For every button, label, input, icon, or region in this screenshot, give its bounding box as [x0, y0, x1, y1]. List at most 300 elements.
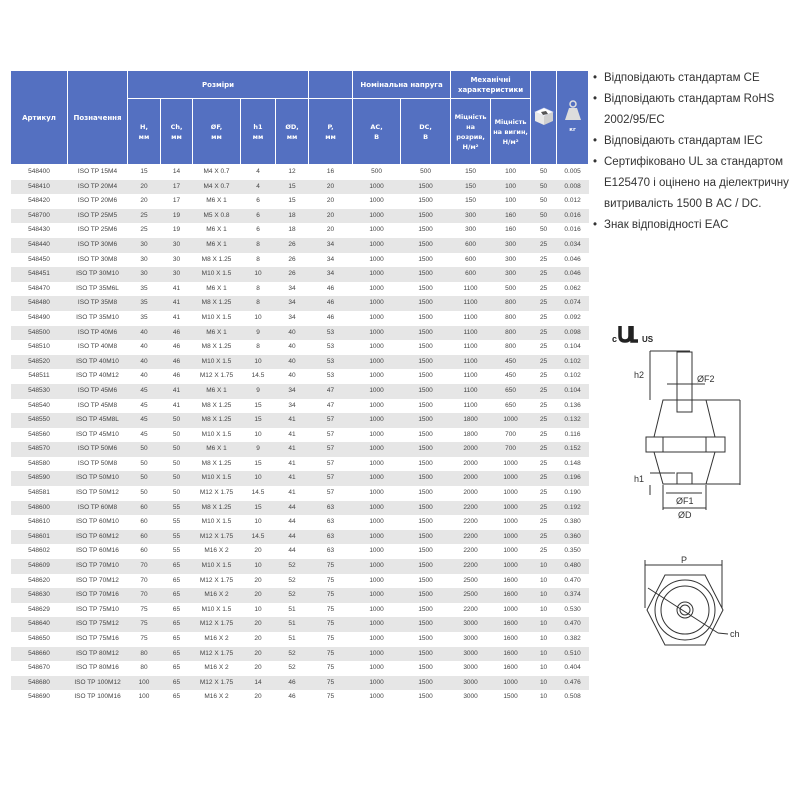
table-cell: 1500 [401, 399, 451, 414]
col-bending: Міцність на вигин, Н/м² [491, 99, 531, 165]
table-cell: 46 [276, 690, 309, 705]
table-cell: 51 [276, 603, 309, 618]
table-cell: 300 [491, 238, 531, 253]
weight-icon [564, 100, 582, 122]
table-cell: ISO TP 75M10 [68, 603, 128, 618]
table-cell: 44 [276, 544, 309, 559]
table-cell: 548590 [11, 471, 68, 486]
table-cell: 0.132 [557, 413, 589, 428]
table-cell: 75 [309, 690, 353, 705]
table-cell: 1000 [353, 311, 401, 326]
table-cell: 25 [531, 413, 557, 428]
table-cell: 548451 [11, 267, 68, 282]
table-cell: 25 [531, 399, 557, 414]
svg-text:h1: h1 [634, 474, 645, 484]
table-cell: 450 [491, 369, 531, 384]
table-cell: 1500 [401, 647, 451, 662]
table-cell: 51 [276, 617, 309, 632]
table-cell: ISO TP 50M6 [68, 442, 128, 457]
table-cell: 25 [531, 282, 557, 297]
table-cell: 52 [276, 647, 309, 662]
table-cell: 14 [161, 165, 193, 180]
table-cell: 0.104 [557, 340, 589, 355]
table-cell: 20 [241, 632, 276, 647]
table-row [11, 559, 589, 574]
table-cell: ISO TP 75M12 [68, 617, 128, 632]
table-cell: 55 [161, 530, 193, 545]
table-cell: 600 [451, 238, 491, 253]
table-cell: 1600 [491, 617, 531, 632]
table-cell: 34 [276, 384, 309, 399]
table-cell: 1500 [401, 574, 451, 589]
table-cell: M10 X 1.5 [193, 355, 241, 370]
svg-text:US: US [642, 335, 654, 344]
table-cell: 1000 [353, 661, 401, 676]
table-cell: 44 [276, 515, 309, 530]
table-cell: 548520 [11, 355, 68, 370]
table-cell: 15 [128, 165, 161, 180]
table-cell: 45 [128, 428, 161, 443]
table-cell: 46 [309, 311, 353, 326]
table-cell: 1500 [401, 253, 451, 268]
table-cell: M4 X 0.7 [193, 165, 241, 180]
table-cell: 44 [276, 530, 309, 545]
table-cell: 46 [161, 340, 193, 355]
table-cell: 548410 [11, 180, 68, 195]
table-row [11, 544, 589, 559]
table-cell: 548470 [11, 282, 68, 297]
table-cell: 20 [241, 661, 276, 676]
table-cell: ISO TP 45M8L [68, 413, 128, 428]
table-cell: ISO TP 20M4 [68, 180, 128, 195]
table-cell: ISO TP 35M8 [68, 296, 128, 311]
table-body [11, 165, 589, 705]
table-cell: 2200 [451, 559, 491, 574]
table-cell: M4 X 0.7 [193, 180, 241, 195]
table-cell: 65 [161, 574, 193, 589]
table-cell: M10 X 1.5 [193, 515, 241, 530]
col-f: ØF, мм [193, 99, 241, 165]
table-cell: M12 X 1.75 [193, 676, 241, 691]
table-cell: M8 X 1.25 [193, 253, 241, 268]
table-cell: 548450 [11, 253, 68, 268]
table-cell: 0.012 [557, 194, 589, 209]
table-cell: 53 [309, 340, 353, 355]
table-cell: 63 [309, 530, 353, 545]
table-cell: 75 [309, 559, 353, 574]
table-cell: 1500 [401, 515, 451, 530]
weight-unit: кг [569, 127, 576, 133]
table-cell: 30 [128, 253, 161, 268]
table-cell: ISO TP 30M6 [68, 238, 128, 253]
table-cell: 2000 [451, 457, 491, 472]
table-cell: 2200 [451, 603, 491, 618]
table-cell: ISO TP 100M16 [68, 690, 128, 705]
table-cell: ISO TP 30M10 [68, 267, 128, 282]
table-cell: 63 [309, 544, 353, 559]
table-cell: 500 [491, 282, 531, 297]
table-cell: 1600 [491, 661, 531, 676]
table-cell: M12 X 1.75 [193, 647, 241, 662]
table-cell: ISO TP 45M8 [68, 399, 128, 414]
table-cell: ISO TP 50M10 [68, 471, 128, 486]
table-cell: 46 [309, 296, 353, 311]
table-cell: 1000 [353, 267, 401, 282]
feature-item: • Сертифіковано UL за стандартом E125470 і оцінено на діелектричну витривалість 1500 В AC / DC. [592, 152, 797, 215]
table-cell: 75 [128, 632, 161, 647]
svg-text:ØF1: ØF1 [676, 496, 694, 506]
table-cell: 1000 [353, 296, 401, 311]
table-cell: 10 [531, 632, 557, 647]
table-cell: 548610 [11, 515, 68, 530]
table-cell: M8 X 1.25 [193, 413, 241, 428]
table-cell: 41 [276, 413, 309, 428]
table-cell: 1000 [491, 486, 531, 501]
table-cell: 548430 [11, 223, 68, 238]
table-cell: 65 [161, 676, 193, 691]
table-cell: 1800 [451, 428, 491, 443]
table-cell: 650 [491, 399, 531, 414]
table-cell: 25 [531, 355, 557, 370]
table-row [11, 603, 589, 618]
table-cell: 35 [128, 296, 161, 311]
table-cell: 25 [531, 253, 557, 268]
table-cell: 15 [276, 194, 309, 209]
table-cell: 52 [276, 661, 309, 676]
table-cell: 50 [161, 442, 193, 457]
table-cell: 20 [128, 180, 161, 195]
table-cell: M16 X 2 [193, 544, 241, 559]
table-cell: 1500 [401, 267, 451, 282]
col-h: H, мм [128, 99, 161, 165]
table-cell: 45 [128, 384, 161, 399]
table-cell: 41 [161, 399, 193, 414]
table-cell: 1000 [491, 515, 531, 530]
table-row [11, 501, 589, 516]
table-cell: 300 [451, 209, 491, 224]
table-cell: 0.016 [557, 223, 589, 238]
table-cell: 70 [128, 559, 161, 574]
table-cell: 0.092 [557, 311, 589, 326]
table-cell: 0.196 [557, 471, 589, 486]
table-cell: 600 [451, 267, 491, 282]
table-cell: 41 [276, 428, 309, 443]
table-row [11, 340, 589, 355]
table-cell: 40 [128, 340, 161, 355]
table-cell: 10 [531, 690, 557, 705]
table-cell: 75 [309, 661, 353, 676]
spec-table [10, 70, 589, 705]
table-cell: 25 [531, 267, 557, 282]
table-cell: 1500 [401, 544, 451, 559]
table-cell: ISO TP 40M10 [68, 355, 128, 370]
table-cell: M16 X 2 [193, 661, 241, 676]
table-cell: 300 [491, 253, 531, 268]
table-cell: 0.016 [557, 209, 589, 224]
group-dimensions: Розміри [128, 71, 309, 99]
group-voltage: Номінальна напруга [353, 71, 451, 99]
table-cell: 1800 [451, 413, 491, 428]
col-p: P, мм [309, 99, 353, 165]
table-cell: 18 [276, 223, 309, 238]
table-cell: 2200 [451, 515, 491, 530]
svg-text:ØD: ØD [678, 510, 692, 520]
table-cell: 14.5 [241, 369, 276, 384]
table-cell: 10 [531, 603, 557, 618]
table-cell: 548570 [11, 442, 68, 457]
table-cell: 1100 [451, 399, 491, 414]
table-cell: 548629 [11, 603, 68, 618]
table-cell: 1600 [491, 574, 531, 589]
table-cell: 75 [309, 617, 353, 632]
table-cell: ISO TP 60M16 [68, 544, 128, 559]
table-cell: 40 [128, 326, 161, 341]
table-cell: 1000 [491, 676, 531, 691]
table-cell: 1500 [401, 223, 451, 238]
table-cell: ISO TP 25M6 [68, 223, 128, 238]
table-cell: 57 [309, 486, 353, 501]
table-cell: 3000 [451, 690, 491, 705]
table-cell: 1500 [401, 442, 451, 457]
table-cell: 75 [309, 632, 353, 647]
col-package [531, 71, 557, 165]
table-cell: 600 [451, 253, 491, 268]
table-cell: M8 X 1.25 [193, 296, 241, 311]
table-cell: 1000 [353, 238, 401, 253]
table-cell: 1000 [491, 603, 531, 618]
table-cell: 0.104 [557, 384, 589, 399]
table-cell: 46 [276, 676, 309, 691]
table-row [11, 530, 589, 545]
table-cell: 14 [241, 676, 276, 691]
table-row [11, 369, 589, 384]
table-cell: 548540 [11, 399, 68, 414]
table-cell: 0.192 [557, 501, 589, 516]
table-cell: 1000 [353, 632, 401, 647]
table-cell: 548581 [11, 486, 68, 501]
table-cell: 0.005 [557, 165, 589, 180]
table-cell: 1000 [353, 180, 401, 195]
table-cell: 1100 [451, 326, 491, 341]
table-cell: 1000 [353, 588, 401, 603]
col-weight [557, 71, 589, 165]
table-cell: ISO TP 35M10 [68, 311, 128, 326]
svg-text:P: P [681, 555, 688, 565]
table-cell: 15 [241, 413, 276, 428]
table-cell: 1000 [353, 194, 401, 209]
table-row [11, 238, 589, 253]
table-cell: 1000 [353, 559, 401, 574]
table-cell: 548480 [11, 296, 68, 311]
table-cell: 47 [309, 399, 353, 414]
table-cell: 46 [161, 355, 193, 370]
table-cell: M8 X 1.25 [193, 457, 241, 472]
table-cell: M16 X 2 [193, 632, 241, 647]
table-cell: 57 [309, 413, 353, 428]
table-cell: 44 [276, 501, 309, 516]
table-cell: ISO TP 80M12 [68, 647, 128, 662]
table-cell: 1500 [401, 530, 451, 545]
table-cell: 52 [276, 588, 309, 603]
table-row [11, 690, 589, 705]
table-cell: 2000 [451, 442, 491, 457]
table-cell: 10 [241, 515, 276, 530]
table-cell: 1000 [353, 486, 401, 501]
table-cell: 6 [241, 223, 276, 238]
table-cell: M6 X 1 [193, 223, 241, 238]
table-cell: 8 [241, 340, 276, 355]
table-cell: 1500 [401, 676, 451, 691]
table-cell: M8 X 1.25 [193, 340, 241, 355]
table-cell: 15 [241, 399, 276, 414]
table-cell: 1500 [491, 690, 531, 705]
table-cell: 1500 [401, 471, 451, 486]
table-cell: 25 [531, 486, 557, 501]
table-cell: ISO TP 60M8 [68, 501, 128, 516]
table-cell: 0.008 [557, 180, 589, 195]
table-cell: 300 [451, 223, 491, 238]
table-cell: 40 [276, 326, 309, 341]
table-cell: ISO TP 60M12 [68, 530, 128, 545]
table-cell: 1000 [353, 399, 401, 414]
table-cell: 40 [128, 355, 161, 370]
table-cell: 1000 [353, 369, 401, 384]
table-cell: 50 [128, 471, 161, 486]
table-cell: 25 [531, 442, 557, 457]
feature-item: • Відповідають стандартам RoHS 2002/95/EC [592, 89, 797, 131]
table-cell: ISO TP 25M5 [68, 209, 128, 224]
table-cell: 30 [128, 238, 161, 253]
table-cell: 100 [491, 165, 531, 180]
table-cell: 1000 [353, 413, 401, 428]
table-cell: 57 [309, 457, 353, 472]
table-cell: 10 [241, 559, 276, 574]
table-cell: 1100 [451, 311, 491, 326]
table-cell: 50 [161, 413, 193, 428]
package-icon [533, 106, 555, 126]
table-cell: M6 X 1 [193, 238, 241, 253]
table-cell: 1500 [401, 194, 451, 209]
table-cell: 10 [531, 588, 557, 603]
table-cell: 53 [309, 369, 353, 384]
table-row [11, 486, 589, 501]
table-cell: 3000 [451, 647, 491, 662]
table-cell: 1500 [401, 690, 451, 705]
table-cell: 25 [128, 209, 161, 224]
table-cell: 1500 [401, 457, 451, 472]
table-cell: 45 [128, 413, 161, 428]
table-cell: 0.360 [557, 530, 589, 545]
table-row [11, 209, 589, 224]
table-cell: 800 [491, 326, 531, 341]
table-row [11, 267, 589, 282]
table-cell: 100 [128, 676, 161, 691]
table-cell: 1500 [401, 501, 451, 516]
table-cell: 700 [491, 428, 531, 443]
table-cell: 55 [161, 544, 193, 559]
table-cell: 1000 [353, 515, 401, 530]
table-cell: 19 [161, 209, 193, 224]
table-cell: 46 [309, 282, 353, 297]
table-cell: 0.190 [557, 486, 589, 501]
table-cell: ISO TP 60M10 [68, 515, 128, 530]
table-row [11, 384, 589, 399]
table-cell: 40 [276, 369, 309, 384]
table-cell: 3000 [451, 632, 491, 647]
table-cell: 3000 [451, 676, 491, 691]
table-cell: 2500 [451, 574, 491, 589]
table-cell: 0.136 [557, 399, 589, 414]
table-cell: 45 [128, 399, 161, 414]
table-cell: 30 [161, 238, 193, 253]
table-cell: 1100 [451, 369, 491, 384]
table-row [11, 676, 589, 691]
table-cell: 12 [276, 165, 309, 180]
table-cell: ISO TP 45M6 [68, 384, 128, 399]
table-cell: 53 [309, 326, 353, 341]
table-cell: 1500 [401, 384, 451, 399]
table-row [11, 399, 589, 414]
table-cell: 19 [161, 223, 193, 238]
table-cell: 548440 [11, 238, 68, 253]
table-cell: 70 [128, 588, 161, 603]
table-row [11, 442, 589, 457]
table-cell: ISO TP 20M6 [68, 194, 128, 209]
table-cell: 15 [241, 457, 276, 472]
table-cell: 0.350 [557, 544, 589, 559]
table-row [11, 355, 589, 370]
table-cell: 50 [128, 442, 161, 457]
table-cell: 1000 [491, 413, 531, 428]
table-cell: 0.148 [557, 457, 589, 472]
table-cell: 65 [161, 661, 193, 676]
table-row [11, 180, 589, 195]
table-cell: 41 [276, 471, 309, 486]
table-cell: 75 [128, 603, 161, 618]
table-cell: M10 X 1.5 [193, 311, 241, 326]
table-cell: 34 [276, 399, 309, 414]
table-cell: 0.380 [557, 515, 589, 530]
table-cell: 1500 [401, 617, 451, 632]
table-row [11, 471, 589, 486]
table-cell: 1000 [353, 340, 401, 355]
feature-list [592, 68, 797, 236]
table-cell: 70 [128, 574, 161, 589]
table-cell: 8 [241, 282, 276, 297]
table-cell: ISO TP 50M8 [68, 457, 128, 472]
table-cell: 41 [161, 282, 193, 297]
table-cell: M6 X 1 [193, 326, 241, 341]
table-cell: 548400 [11, 165, 68, 180]
table-cell: M12 X 1.75 [193, 530, 241, 545]
table-cell: 25 [531, 501, 557, 516]
table-cell: 548609 [11, 559, 68, 574]
table-cell: M16 X 2 [193, 690, 241, 705]
table-cell: 34 [309, 267, 353, 282]
table-cell: M12 X 1.75 [193, 617, 241, 632]
table-cell: 14.5 [241, 486, 276, 501]
table-cell: 16 [309, 165, 353, 180]
table-cell: ISO TP 15M4 [68, 165, 128, 180]
table-cell: 26 [276, 267, 309, 282]
table-cell: 1500 [401, 632, 451, 647]
table-cell: 46 [161, 326, 193, 341]
table-cell: 65 [161, 588, 193, 603]
table-cell: 1000 [353, 457, 401, 472]
table-cell: 1000 [353, 428, 401, 443]
table-cell: 75 [309, 574, 353, 589]
table-row [11, 253, 589, 268]
